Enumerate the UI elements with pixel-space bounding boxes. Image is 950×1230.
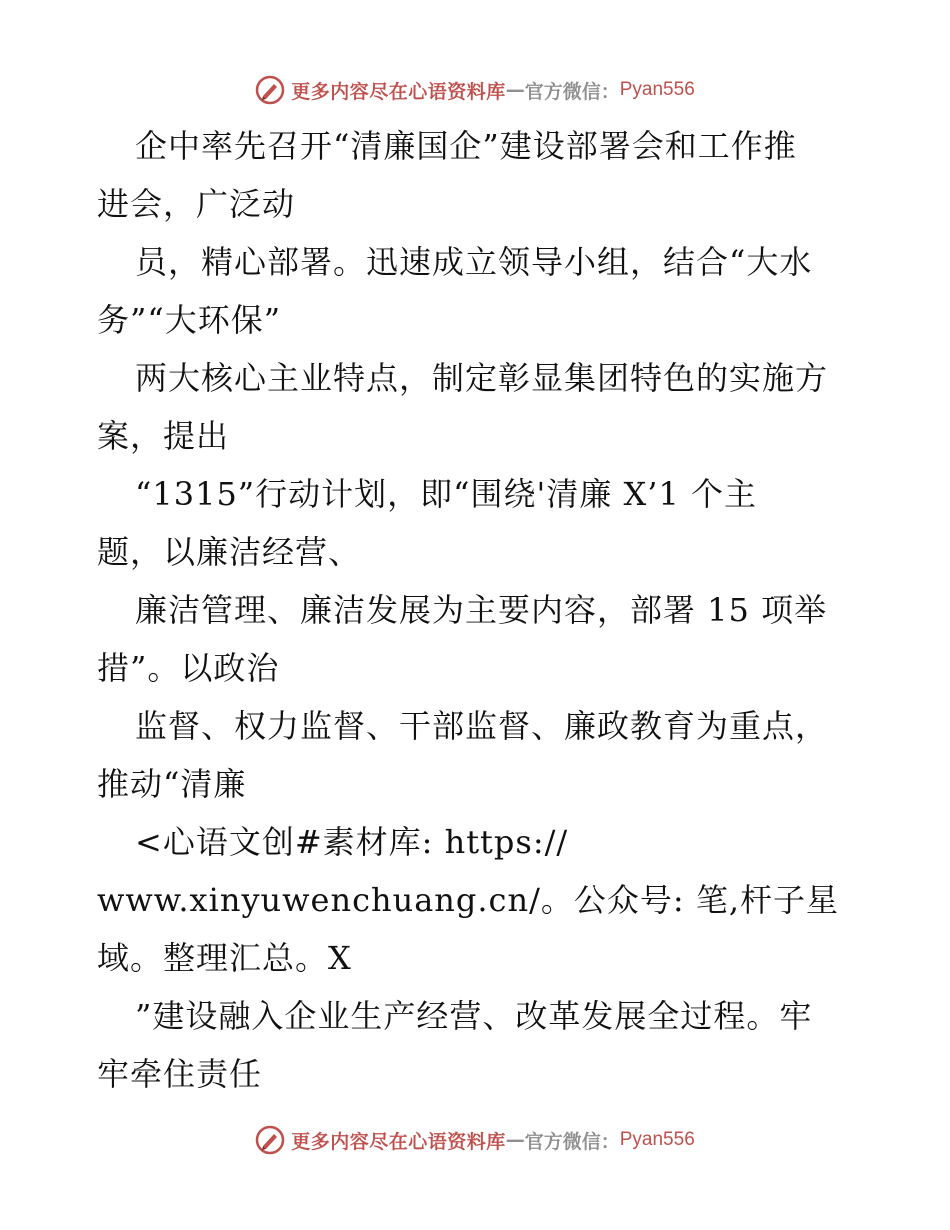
header-promo-text: 更多内容尽在心语资料库 [291, 80, 506, 103]
header-wechat-label: 官方微信： [524, 80, 620, 103]
body-line: 牢牵住责任 [97, 1055, 263, 1093]
document-body [97, 117, 857, 1103]
body-line: 务”“大环保” [97, 301, 282, 339]
body-line: <心语文创#素材库: https:// [135, 823, 569, 861]
pen-logo-icon [255, 1125, 285, 1155]
body-line: 企中率先召开“清廉国企”建设部署会和工作推 [135, 127, 797, 165]
footer-banner [0, 1120, 950, 1160]
pen-logo-icon [255, 75, 285, 105]
body-line: 廉洁管理、廉洁发展为主要内容，部署 15 项举 [135, 591, 828, 629]
footer-wechat-label: 官方微信： [524, 1130, 620, 1153]
body-line: 推动“清廉 [97, 765, 247, 803]
footer-wechat-id: Pyan556 [619, 1129, 695, 1150]
body-line: 两大核心主业特点，制定彰显集团特色的实施方 [135, 359, 829, 397]
body-line: 员，精心部署。迅速成立领导小组，结合“大水 [135, 243, 813, 281]
footer-dash: — [505, 1129, 525, 1151]
body-line: 案，提出 [97, 417, 230, 455]
header-banner [0, 70, 950, 110]
body-line: “1315”行动计划，即“围绕'清廉 X’1 个主 [135, 475, 757, 513]
body-line: 题，以廉洁经营、 [97, 533, 362, 571]
footer-promo-text: 更多内容尽在心语资料库 [291, 1130, 506, 1153]
header-wechat-id: Pyan556 [619, 79, 695, 100]
body-line: 进会，广泛动 [97, 185, 296, 223]
body-line: www.xinyuwenchuang.cn/。公众号: 笔,杆子星 [97, 881, 839, 919]
body-line: 域。整理汇总。X [97, 939, 352, 977]
header-dash: — [505, 79, 525, 101]
body-line: ”建设融入企业生产经营、改革发展全过程。牢 [135, 997, 813, 1035]
body-line: 措”。以政治 [97, 649, 280, 687]
body-line: 监督、权力监督、干部监督、廉政教育为重点， [135, 707, 829, 745]
